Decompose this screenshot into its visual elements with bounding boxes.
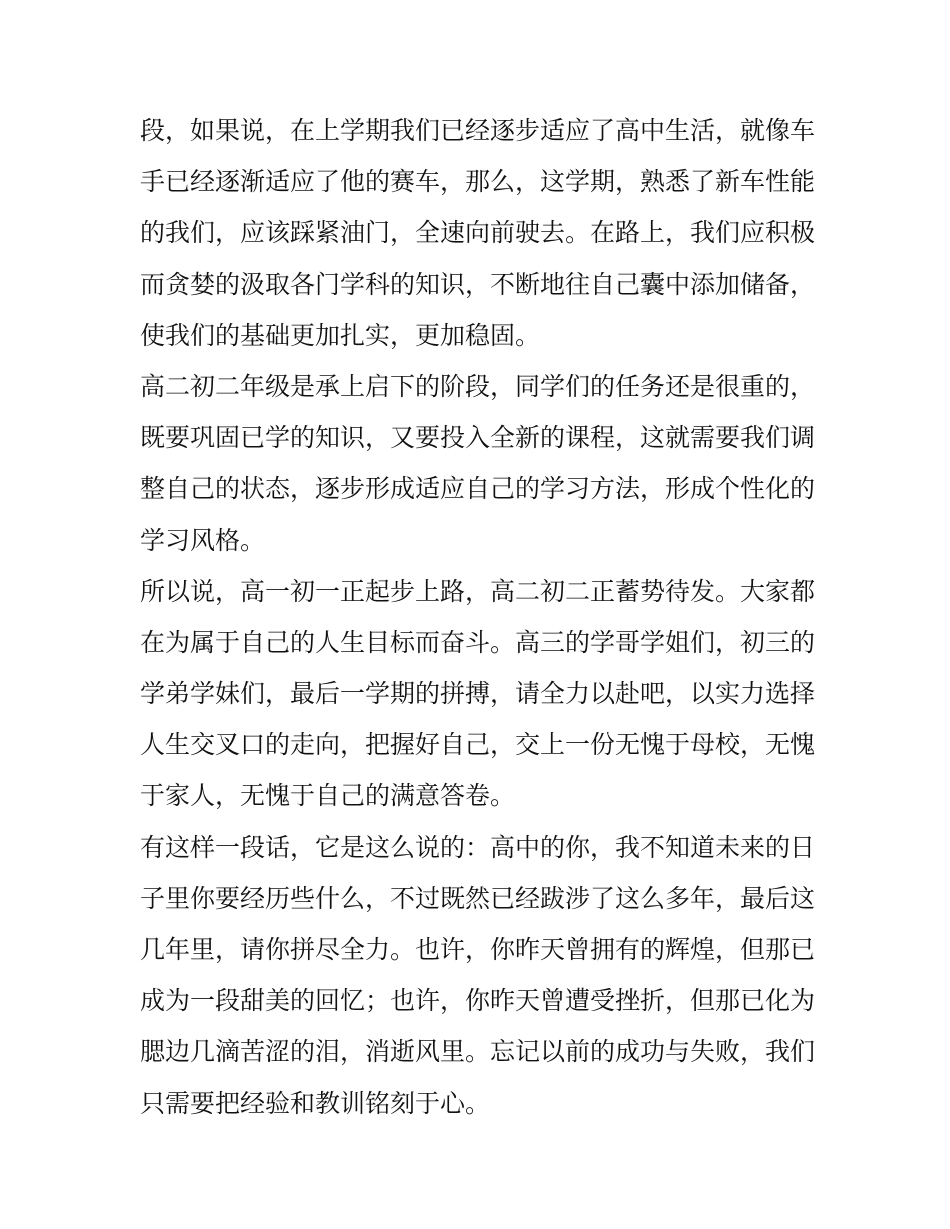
text-line: 而贪婪的汲取各门学科的知识，不断地往自己囊中添加储备， [140,269,815,299]
text-line: 手已经逐渐适应了他的赛车，那么，这学期，熟悉了新车性能 [140,167,815,197]
paragraph-4 [140,822,815,1129]
document-body [140,105,815,1129]
text-line: 子里你要经历些什么，不过既然已经跋涉了这么多年，最后这 [140,883,815,913]
text-line: 整自己的状态，逐步形成适应自己的学习方法，形成个性化的 [140,474,815,504]
text-line: 腮边几滴苦涩的泪，消逝风里。忘记以前的成功与失败，我们 [140,1037,815,1067]
text-line: 使我们的基础更加扎实，更加稳固。 [140,320,541,350]
text-line: 学弟学妹们，最后一学期的拼搏，请全力以赴吧，以实力选择 [140,679,815,709]
text-line: 成为一段甜美的回忆；也许，你昨天曾遭受挫折，但那已化为 [140,986,815,1016]
text-line: 学习风格。 [140,525,266,555]
text-line: 既要巩固已学的知识，又要投入全新的课程，这就需要我们调 [140,423,815,453]
text-line: 在为属于自己的人生目标而奋斗。高三的学哥学姐们，初三的 [140,627,815,657]
text-line: 只需要把经验和教训铭刻于心。 [140,1088,491,1118]
paragraph-3 [140,566,815,822]
text-line: 高二初二年级是承上启下的阶段，同学们的任务还是很重的， [140,371,815,401]
text-line: 的我们，应该踩紧油门，全速向前驶去。在路上，我们应积极 [140,218,815,248]
text-line: 所以说，高一初一正起步上路，高二初二正蓄势待发。大家都 [140,576,815,606]
text-line: 于家人，无愧于自己的满意答卷。 [140,781,516,811]
paragraph-2 [140,361,815,566]
text-line: 几年里，请你拼尽全力。也许，你昨天曾拥有的辉煌，但那已 [140,935,815,964]
paragraph-1 [140,105,815,361]
text-line: 人生交叉口的走向，把握好自己，交上一份无愧于母校，无愧 [140,730,815,760]
text-line: 有这样一段话，它是这么说的：高中的你，我不知道未来的日 [140,832,815,862]
text-line: 段，如果说，在上学期我们已经逐步适应了高中生活，就像车 [140,116,815,145]
